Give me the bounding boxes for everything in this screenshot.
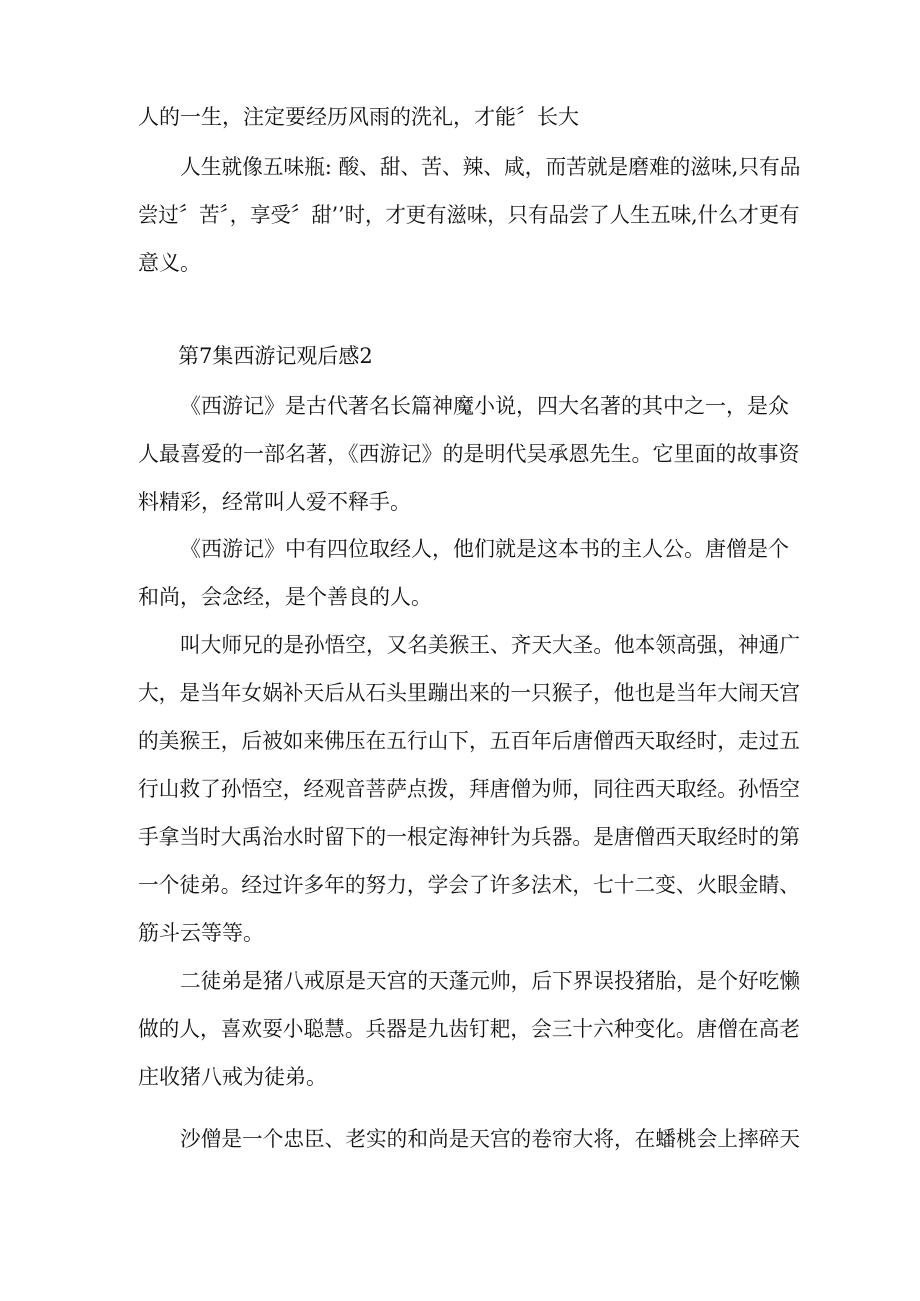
- text-line: 做的人，喜欢耍小聪慧。兵器是九齿钉耙，会三十六种变化。唐僧在高老: [138, 1017, 800, 1041]
- text-line: 庄收猪八戒为徒弟。: [138, 1065, 327, 1089]
- text-line: 叫大师兄的是孙悟空，又名美猴王、齐天大圣。他本领高强，神通广: [180, 633, 800, 657]
- text-line: 和尚，会念经，是个善良的人。: [138, 585, 432, 609]
- text-line: 《西游记》中有四位取经人，他们就是这本书的主人公。唐僧是个: [180, 537, 789, 561]
- text-line: 人最喜爱的一部名著，《西游记》的是明代吴承恩先生。它里面的故事资: [138, 442, 800, 466]
- text-line: 意义。: [138, 251, 201, 275]
- text-line: 行山救了孙悟空，经观音菩萨点拨，拜唐僧为师，同往西天取经。孙悟空: [138, 777, 800, 801]
- text-line: 人生就像五味瓶: 酸、甜、苦、辣、咸，而苦就是磨难的滋味,只有品: [180, 155, 801, 179]
- text-line: 筋斗云等等。: [138, 921, 264, 945]
- text-line: 二徒弟是猪八戒原是天宫的天蓬元帅，后下界误投猪胎，是个好吃懒: [180, 969, 800, 993]
- text-line: 的美猴王，后被如来佛压在五行山下，五百年后唐僧西天取经时，走过五: [138, 729, 800, 753]
- text-line: 一个徒弟。经过许多年的努力，学会了许多法术，七十二变、火眼金睛、: [138, 873, 800, 897]
- text-line: 手拿当时大禹治水时留下的一根定海神针为兵器。是唐僧西天取经时的第: [138, 825, 800, 849]
- text-line: 沙僧是一个忠臣、老实的和尚是天宫的卷帘大将，在蟠桃会上摔碎天: [180, 1127, 800, 1151]
- text-line: 《西游记》是古代著名长篇神魔小说，四大名著的其中之一，是众: [180, 394, 789, 418]
- text-line: 尝过〞苦〞，享受〞甜’’时，才更有滋味，只有品尝了人生五味,什么才更有: [138, 203, 800, 227]
- text-line: 人的一生，注定要经历风雨的洗礼，才能〞长大: [138, 105, 579, 129]
- text-line: 大，是当年女娲补天后从石头里蹦出来的一只猴子，他也是当年大闹天宫: [138, 681, 800, 705]
- text-line: 料精彩，经常叫人爱不释手。: [138, 490, 411, 514]
- section-title: 第7集西游记观后感2: [178, 344, 373, 368]
